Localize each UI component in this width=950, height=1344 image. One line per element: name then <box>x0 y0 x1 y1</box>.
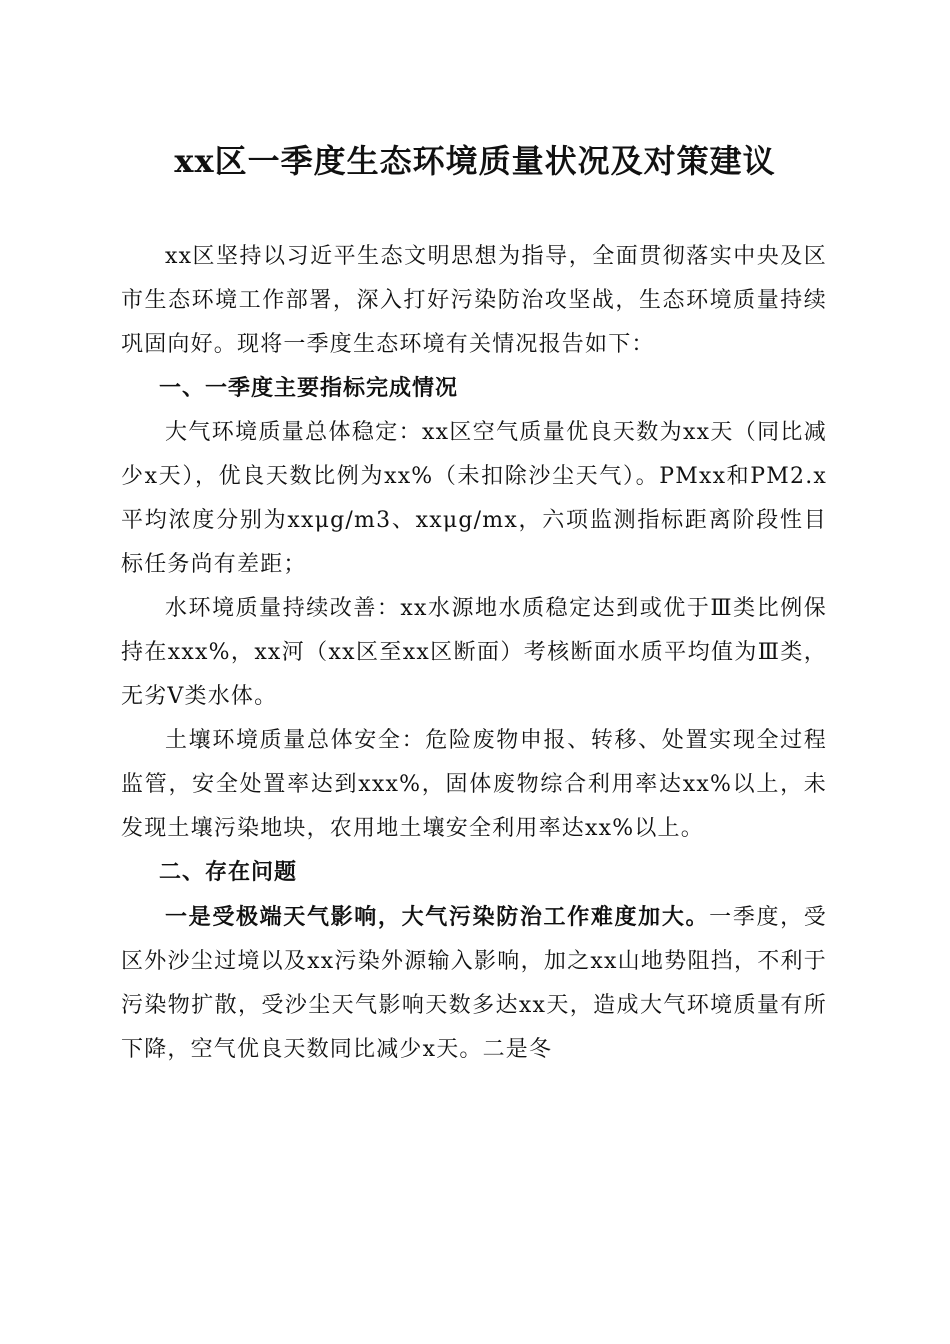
problems-paragraph <box>121 895 827 1072</box>
water-quality-paragraph: 水环境质量持续改善：xx水源地水质稳定达到或优于Ⅲ类比例保持在xxx%，xx河（xx区至xx区断面）考核断面水质平均值为Ⅲ类，无劣Ⅴ类水体。 <box>121 596 827 709</box>
section-heading-problems: 二、存在问题 <box>159 860 298 885</box>
problem-lead-sentence: 一是受极端天气影响，大气污染防治工作难度加大。 <box>165 904 710 930</box>
soil-quality-paragraph: 土壤环境质量总体安全：危险废物申报、转移、处置实现全过程监管，安全处置率达到xxx%，固体废物综合利用率达xx%以上，未发现土壤污染地块，农用地土壤安全利用率达xx%以上。 <box>121 728 827 841</box>
intro-paragraph: xx区坚持以习近平生态文明思想为指导，全面贯彻落实中央及区市生态环境工作部署，深入打好污染防治攻坚战，生态环境质量持续巩固向好。现将一季度生态环境有关情况报告如下： <box>121 244 827 357</box>
air-quality-paragraph: 大气环境质量总体稳定：xx区空气质量优良天数为xx天（同比减少x天），优良天数比例为xx%（未扣除沙尘天气）。PMxx和PM2.x平均浓度分别为xxμg/m3、xxμg/mx，六项监测指标距离阶段性目标任务尚有差距； <box>121 420 827 577</box>
problem-detail-text: 一季度，受区外沙尘过境以及xx污染外源输入影响，加之xx山地势阻挡，不利于污染物扩散，受沙尘天气影响天数多达xx天，造成大气环境质量有所下降，空气优良天数同比减少x天。二是冬 <box>121 905 827 1062</box>
document-title: xx区一季度生态环境质量状况及对策建议 <box>174 142 776 180</box>
document-body <box>121 235 827 1072</box>
section-heading-indicators: 一、一季度主要指标完成情况 <box>159 376 459 401</box>
